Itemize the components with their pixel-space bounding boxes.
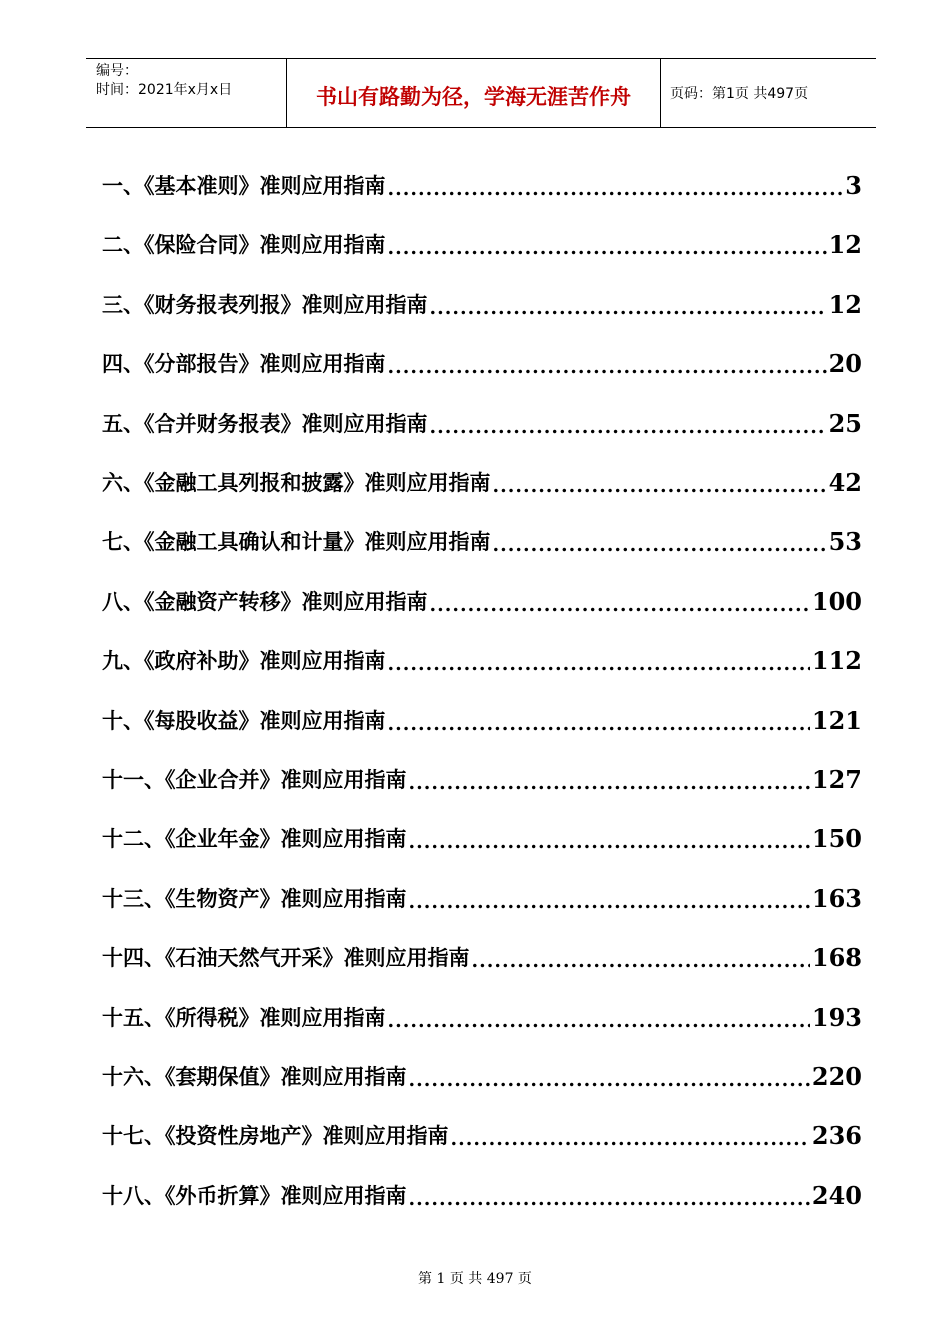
- toc-item-page: 25: [828, 408, 862, 438]
- toc-leader: [409, 891, 810, 913]
- toc-item[interactable]: [102, 695, 862, 735]
- toc-item-page: 240: [811, 1180, 862, 1210]
- toc-item-page: 220: [811, 1062, 862, 1091]
- toc-item-page: 150: [811, 824, 862, 854]
- toc-leader: [430, 416, 827, 438]
- toc-leader: [430, 297, 827, 319]
- toc-item[interactable]: [102, 1110, 862, 1150]
- toc-item[interactable]: [102, 932, 862, 972]
- toc-item-page: 112: [811, 646, 862, 676]
- header-motto-cell: [286, 59, 661, 127]
- toc-item-page: 127: [811, 765, 862, 794]
- toc-leader: [388, 178, 844, 200]
- toc-leader: [493, 534, 827, 556]
- header-page-info: 页码：第1页 共497页: [670, 86, 809, 102]
- toc-item-title: 二、《保险合同》准则应用指南: [102, 232, 386, 258]
- toc-item-page: 168: [811, 943, 862, 973]
- toc-item-title: 三、《财务报表列报》准则应用指南: [102, 291, 428, 317]
- number-label: 编号：: [96, 63, 138, 79]
- toc-item[interactable]: [102, 398, 862, 438]
- toc-item[interactable]: [102, 160, 862, 200]
- toc-leader: [472, 950, 810, 972]
- toc-item-title: 九、《政府补助》准则应用指南: [102, 648, 386, 674]
- toc-leader: [493, 475, 827, 497]
- toc-item[interactable]: [102, 279, 862, 319]
- toc-item-page: 42: [828, 468, 862, 497]
- header-motto: 书山有路勤为径，学海无涯苦作舟: [316, 85, 631, 109]
- toc-leader: [409, 772, 810, 794]
- toc-item-title: 十二、《企业年金》准则应用指南: [102, 826, 407, 852]
- toc-item-page: 100: [811, 586, 862, 616]
- toc-item-title: 六、《金融工具列报和披露》准则应用指南: [102, 470, 491, 495]
- toc-leader: [388, 237, 827, 259]
- toc-item-page: 20: [828, 349, 862, 379]
- page-header: [86, 58, 876, 128]
- toc-item[interactable]: [102, 813, 862, 853]
- toc-item[interactable]: [102, 754, 862, 794]
- toc-item-title: 五、《合并财务报表》准则应用指南: [102, 410, 428, 436]
- toc-item-title: 十、《每股收益》准则应用指南: [102, 707, 386, 733]
- toc-item-page: 236: [811, 1121, 862, 1151]
- toc-leader: [388, 356, 827, 378]
- toc-item[interactable]: [102, 1170, 862, 1210]
- toc-item[interactable]: [102, 576, 862, 616]
- time-label: 时间：2021年x月x日: [96, 82, 233, 98]
- toc-item-title: 十三、《生物资产》准则应用指南: [102, 885, 407, 911]
- toc-item-page: 121: [811, 705, 862, 735]
- toc-item-title: 十六、《套期保值》准则应用指南: [102, 1064, 407, 1089]
- toc-leader: [451, 1128, 810, 1150]
- toc-leader: [409, 1188, 810, 1210]
- toc-item[interactable]: [102, 516, 862, 556]
- toc-item-title: 十五、《所得税》准则应用指南: [102, 1004, 386, 1030]
- toc-item-title: 十七、《投资性房地产》准则应用指南: [102, 1123, 449, 1149]
- toc-item-title: 十八、《外币折算》准则应用指南: [102, 1182, 407, 1208]
- toc-leader: [409, 1069, 810, 1091]
- header-page-cell: [660, 59, 876, 127]
- toc-leader: [430, 594, 810, 616]
- toc-item[interactable]: [102, 457, 862, 497]
- toc-item-title: 八、《金融资产转移》准则应用指南: [102, 588, 428, 614]
- toc-item[interactable]: [102, 635, 862, 675]
- toc-item-title: 十四、《石油天然气开采》准则应用指南: [102, 945, 470, 971]
- toc-item[interactable]: [102, 219, 862, 259]
- toc-item-title: 十一、《企业合并》准则应用指南: [102, 767, 407, 792]
- toc-leader: [388, 1010, 810, 1032]
- toc-item[interactable]: [102, 338, 862, 378]
- toc-item-page: 12: [828, 230, 862, 260]
- toc-item-page: 163: [811, 883, 862, 913]
- toc-item-title: 四、《分部报告》准则应用指南: [102, 351, 386, 377]
- toc-item[interactable]: [102, 1051, 862, 1091]
- toc-item[interactable]: [102, 873, 862, 913]
- toc-leader: [388, 713, 810, 735]
- toc-leader: [388, 653, 810, 675]
- toc-item-page: 193: [811, 1002, 862, 1032]
- toc-item-page: 3: [845, 171, 862, 200]
- toc-item[interactable]: [102, 992, 862, 1032]
- page-footer: 第 1 页 共 497 页: [418, 1271, 532, 1287]
- toc-item-title: 一、《基本准则》准则应用指南: [102, 173, 386, 198]
- header-meta-cell: [86, 59, 286, 127]
- toc-item-title: 七、《金融工具确认和计量》准则应用指南: [102, 529, 491, 555]
- toc-leader: [409, 831, 810, 853]
- toc-item-page: 12: [828, 289, 862, 319]
- toc-item-page: 53: [828, 527, 862, 557]
